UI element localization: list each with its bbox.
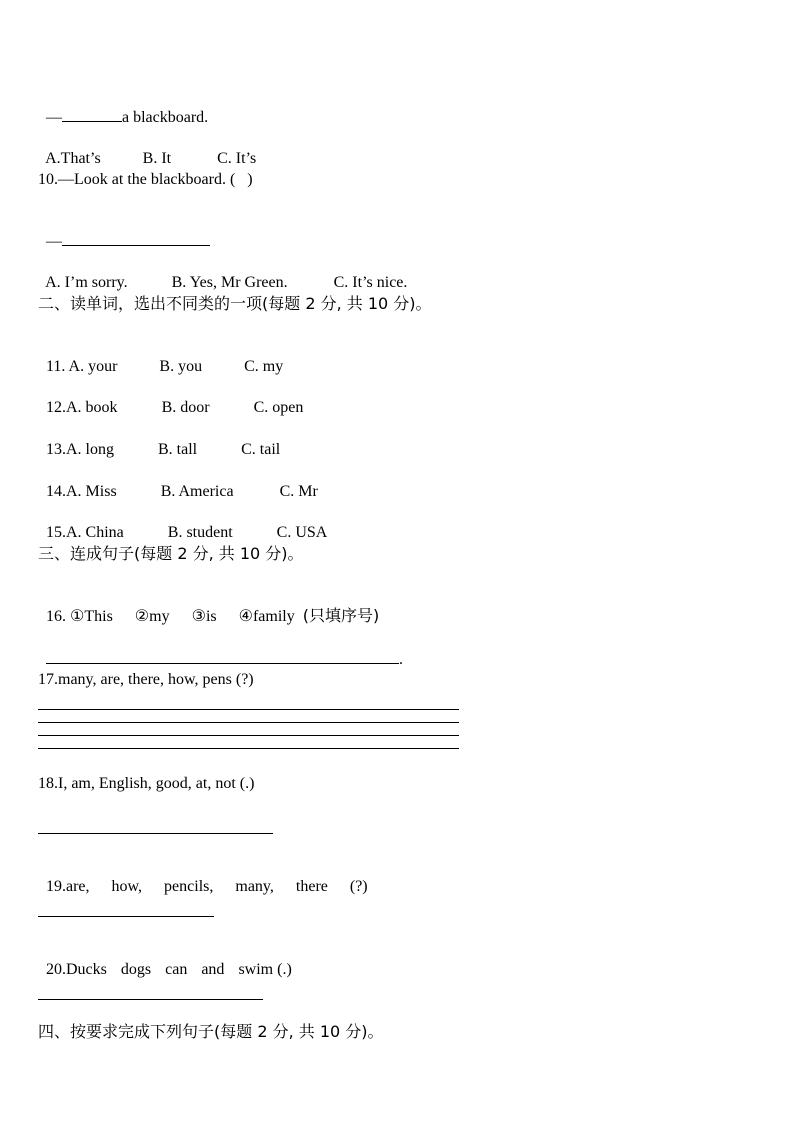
q17-answer-rule-1[interactable]	[38, 709, 459, 710]
q17-answer-rule-2[interactable]	[38, 722, 459, 723]
q19-word-2: how,	[111, 878, 143, 895]
q16-word-3: ③is	[191, 608, 217, 625]
q12-num: 12.	[46, 399, 66, 416]
q13-option-b: B. tall	[158, 441, 198, 458]
q20-line	[38, 940, 292, 980]
q18-answer-rule[interactable]	[38, 833, 273, 834]
q13-option-a: A. long	[66, 441, 114, 458]
q9-option-b: B. It	[142, 150, 172, 167]
section2-heading: 二、读单词，选出不同类的一项(每题 2 分, 共 10 分)。	[38, 294, 432, 313]
q20-word-3: can	[165, 961, 188, 978]
q10-option-c: C. It’s nice.	[333, 274, 408, 291]
q19-answer-rule[interactable]	[38, 916, 214, 917]
q10-options	[38, 253, 407, 293]
q16-word-2: ②my	[134, 608, 170, 625]
q9-answer-text: a blackboard.	[122, 109, 209, 126]
q15-option-a: A. China	[66, 524, 124, 541]
q11-option-a: A. your	[68, 358, 118, 375]
q12-line	[38, 378, 303, 418]
q10-answer-blank[interactable]	[62, 231, 210, 246]
q10-option-a: A. I’m sorry.	[45, 274, 128, 291]
q14-line	[38, 462, 318, 502]
q10-option-b: B. Yes, Mr Green.	[171, 274, 288, 291]
q14-option-c: C. Mr	[279, 483, 318, 500]
q14-option-a: A. Miss	[66, 483, 117, 500]
q12-option-a: A. book	[66, 399, 118, 416]
q15-line	[38, 503, 327, 543]
q20-word-5: swim (.)	[238, 961, 292, 978]
q16-word-4: ④family	[238, 608, 295, 625]
q19-word-5: there	[295, 878, 328, 895]
q10-answer-line	[38, 211, 210, 252]
q19-word-6: (?)	[349, 878, 368, 895]
q20-word-1: Ducks	[66, 961, 107, 978]
q20-word-4: and	[201, 961, 225, 978]
q15-num: 15.	[46, 524, 66, 541]
q13-option-c: C. tail	[241, 441, 281, 458]
q11-option-b: B. you	[159, 358, 203, 375]
q11-line	[38, 337, 283, 377]
q10-prompt: 10.—Look at the blackboard. ( )	[38, 171, 253, 188]
q11-option-c: C. my	[244, 358, 284, 375]
q19-word-4: many,	[235, 878, 274, 895]
q10-dash: —	[46, 233, 62, 250]
q19-word-1: are,	[66, 878, 90, 895]
q9-option-c: C. It’s	[217, 150, 257, 167]
q16-answer-blank[interactable]	[46, 649, 399, 664]
section3-heading: 三、连成句子(每题 2 分, 共 10 分)。	[38, 544, 304, 563]
q17-answer-rule-4[interactable]	[38, 748, 459, 749]
q16-num: 16.	[46, 608, 70, 625]
q20-num: 20.	[46, 961, 66, 978]
q15-option-b: B. student	[167, 524, 233, 541]
q16-note: (只填序号)	[302, 606, 380, 625]
q20-word-2: dogs	[120, 961, 152, 978]
q19-num: 19.	[46, 878, 66, 895]
q15-option-c: C. USA	[276, 524, 328, 541]
q18-prompt: 18.I, am, English, good, at, not (.)	[38, 775, 255, 792]
q12-option-c: C. open	[253, 399, 304, 416]
q9-answer-blank[interactable]	[62, 107, 122, 122]
q16-word-1: ①This	[70, 608, 113, 625]
q17-answer-rule-3[interactable]	[38, 735, 459, 736]
q9-option-a: A.That’s	[45, 150, 101, 167]
q19-word-3: pencils,	[164, 878, 214, 895]
q17-prompt: 17.many, are, there, how, pens (?)	[38, 671, 254, 688]
q11-num: 11.	[46, 358, 69, 375]
q12-option-b: B. door	[161, 399, 210, 416]
q20-answer-rule[interactable]	[38, 999, 263, 1000]
q14-option-b: B. America	[160, 483, 234, 500]
q9-options	[38, 129, 256, 169]
q16-period: .	[399, 651, 403, 668]
section4-heading: 四、按要求完成下列句子(每题 2 分, 共 10 分)。	[38, 1022, 384, 1041]
q13-num: 13.	[46, 441, 66, 458]
q14-num: 14.	[46, 483, 66, 500]
q16-answer-line	[38, 629, 403, 670]
q9-answer-line	[38, 87, 208, 128]
q19-line	[38, 857, 368, 897]
q9-dash: —	[46, 109, 62, 126]
q13-line	[38, 420, 280, 460]
q16-line	[38, 586, 379, 627]
